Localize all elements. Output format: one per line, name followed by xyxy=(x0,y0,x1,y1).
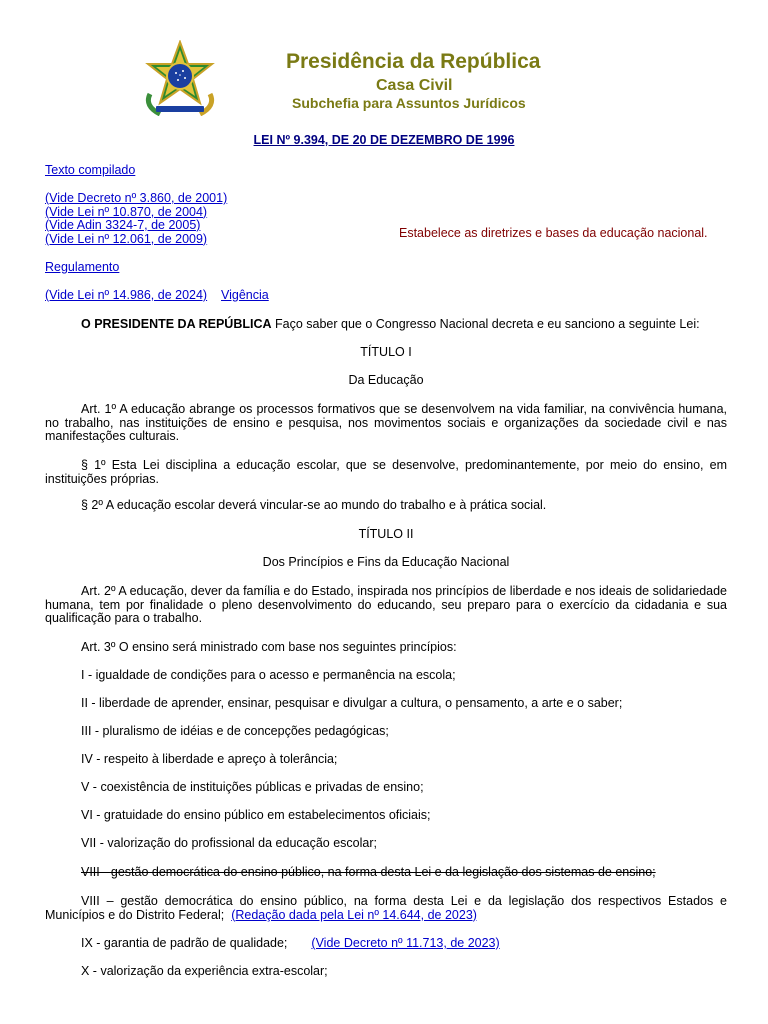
inciso-2: II - liberdade de aprender, ensinar, pesquisar e divulgar a cultura, o pensamento, a arte e o saber; xyxy=(81,696,623,710)
titulo-1: TÍTULO I xyxy=(360,345,412,359)
inciso-4: IV - respeito à liberdade e apreço à tolerância; xyxy=(81,752,338,766)
preamble xyxy=(45,318,727,332)
inciso-9 xyxy=(45,937,727,951)
header-title: Presidência da República xyxy=(286,50,541,73)
vide-2024-row xyxy=(45,289,269,303)
vide-links-list xyxy=(45,192,227,246)
preamble-text: Faço saber que o Congresso Nacional decreta e eu sanciono a seguinte Lei: xyxy=(271,317,700,331)
inciso-1: I - igualdade de condições para o acesso e permanência na escola; xyxy=(81,668,456,682)
vide-link[interactable]: (Vide Adin 3324-7, de 2005) xyxy=(45,218,201,232)
law-title-link[interactable]: LEI Nº 9.394, DE 20 DE DEZEMBRO DE 1996 xyxy=(253,133,515,147)
inciso-8-revoked: VIII - gestão democrática do ensino público, na forma desta Lei e da legislação dos sistemas de ensino; xyxy=(81,865,656,879)
header-subtitle-subchefia: Subchefia para Assuntos Jurídicos xyxy=(292,95,526,111)
texto-compilado-link[interactable]: Texto compilado xyxy=(45,163,136,177)
brasao-republica-icon xyxy=(144,40,216,116)
texto-compilado-row xyxy=(45,164,135,178)
titulo-2-name: Dos Princípios e Fins da Educação Nacional xyxy=(262,555,510,569)
inciso-7: VII - valorização do profissional da educação escolar; xyxy=(81,836,377,850)
inciso-8-text: VIII – gestão democrática do ensino público, na forma desta Lei e da legislação dos respectivos Estados e Municípios e do Distrito Federal; xyxy=(45,894,727,922)
vide-decreto-11713-link[interactable]: (Vide Decreto nº 11.713, de 2023) xyxy=(311,936,500,950)
inciso-8 xyxy=(45,895,727,922)
law-title xyxy=(0,133,768,147)
inciso-6: VI - gratuidade do ensino público em estabelecimentos oficiais; xyxy=(81,808,431,822)
ementa: Estabelece as diretrizes e bases da educação nacional. xyxy=(399,226,708,240)
inciso-3: III - pluralismo de idéias e de concepções pedagógicas; xyxy=(81,724,389,738)
titulo-1-name: Da Educação xyxy=(348,373,424,387)
vide-link[interactable]: (Vide Lei nº 10.870, de 2004) xyxy=(45,204,208,219)
art-2: Art. 2º A educação, dever da família e do Estado, inspirada nos princípios de liberdade e nos ideais de solidariedade humana, tem por finalidade o pleno desenvolvimento do educando, seu preparo para o exercício da cidadania e sua qualificação para o trabalho. xyxy=(45,584,727,625)
titulo-2: TÍTULO II xyxy=(358,527,414,541)
art-1: Art. 1º A educação abrange os processos formativos que se desenvolvem na vida familiar, na convivência humana, no trabalho, nas instituições de ensino e pesquisa, nos movimentos sociais e organizações da sociedade civil e nas manifestações culturais. xyxy=(45,402,727,443)
art-1-paragraph-1: § 1º Esta Lei disciplina a educação escolar, que se desenvolve, predominantemente, por meio do ensino, em instituições próprias. xyxy=(45,458,727,486)
page-header xyxy=(0,0,768,120)
vide-link[interactable]: (Vide Decreto nº 3.860, de 2001) xyxy=(45,191,228,205)
art-1-paragraph-2: § 2º A educação escolar deverá vincular-se ao mundo do trabalho e à prática social. xyxy=(81,498,547,512)
inciso-10: X - valorização da experiência extra-escolar; xyxy=(81,964,328,978)
redacao-lei-14644-link[interactable]: (Redação dada pela Lei nº 14.644, de 2023) xyxy=(231,907,477,922)
inciso-5: V - coexistência de instituições públicas e privadas de ensino; xyxy=(81,780,424,794)
vide-link[interactable]: (Vide Lei nº 12.061, de 2009) xyxy=(45,231,208,246)
vide-lei-2024-link[interactable]: (Vide Lei nº 14.986, de 2024) xyxy=(45,288,208,302)
inciso-9-text: IX - garantia de padrão de qualidade; xyxy=(81,936,288,950)
regulamento-link[interactable]: Regulamento xyxy=(45,260,120,274)
art-3: Art. 3º O ensino será ministrado com base nos seguintes princípios: xyxy=(81,640,457,654)
vigencia-link[interactable]: Vigência xyxy=(221,288,269,302)
header-subtitle-casa-civil: Casa Civil xyxy=(376,77,453,94)
regulamento-row xyxy=(45,261,119,275)
preamble-bold: O PRESIDENTE DA REPÚBLICA xyxy=(81,317,272,331)
